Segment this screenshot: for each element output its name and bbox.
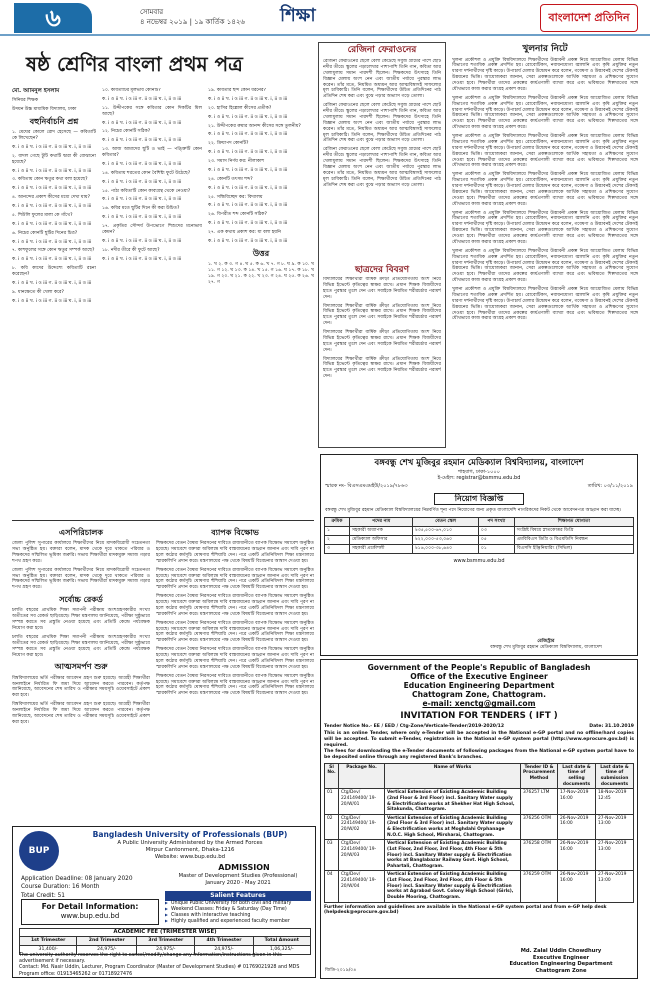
answer-options: ক. i ও ii খ. i ও iii গ. ii ও iii ঘ. i, ii ও iii: [12, 204, 92, 210]
question: ৮. কবি কাদের উদ্দেশ্যে কবিতাটি রচনা করেছেন?: [12, 266, 96, 278]
feature-title: রেজিনা ফেরাওনের: [347, 45, 417, 55]
table-cell: 376258 OTM: [520, 840, 557, 871]
story-paragraph: শিক্ষকদের বেতন বৈষম্য নিরসনের দাবিতে রাজধানীতে ব্যাপক বিক্ষোভ সমাবেশ অনুষ্ঠিত হয়েছে। সমাবেশে বক্তারা অবিলম্বে দাবি বাস্তবায়নের আহ্বান জানান এবং দাবি পূরণ না হলে কঠোর কর্মসূচি ঘোষণার হুঁশিয়ারি দেন। পরে একটি প্রতিনিধিদল শিক্ষা মন্ত্রণালয়ে স্মারকলিপি প্রদান করে। মন্ত্রণালয়ের পক্ষ থেকে বিষয়টি বিবেচনার আশ্বাস দেওয়া হয়।: [156, 620, 314, 644]
recruitment-notice: [320, 454, 638, 656]
question: ২৭. এক কথায় প্রকাশ কর: যা বলা হয়নি: [208, 230, 282, 235]
question: ২৫. সন্ধিবিচ্ছেদ কর: বিদ্যালয়: [208, 194, 263, 200]
table-row: [325, 535, 634, 544]
tender-zone-line: Chattogram Zone, Chattogram.: [412, 690, 546, 700]
table-cell: 31,400/-: [20, 945, 77, 954]
question: ১১. উদ্দীপকের সঙ্গে কবিতার কোন দিকটির মিল আছে?: [102, 105, 202, 117]
feature-box: [318, 42, 446, 448]
lesson-column-1: [12, 88, 96, 516]
middle-story: [156, 524, 314, 822]
table-header: শিক্ষাগত যোগ্যতা: [514, 518, 633, 527]
admission-label: ADMISSION: [218, 863, 270, 872]
story-paragraph: জেলা পুলিশ সুপারের কার্যালয়ে শিক্ষার্থীদের নিয়ে মাদকবিরোধী সচেতনতা সভা অনুষ্ঠিত হয়। বক্তারা বলেন, মাদক থেকে দূরে থাকতে পরিবার ও শিক্ষকদের সম্মিলিত ভূমিকা জরুরি। সভায় শিক্ষার্থীরা মাদকমুক্ত সমাজ গড়ার শপথ গ্রহণ করে।: [12, 541, 150, 564]
signer-role: Executive Engineer: [532, 954, 590, 961]
table-cell: বিএসসি ইঞ্জিনিয়ারিং (সিভিল): [514, 544, 633, 553]
bup-sub-line: A Public University Administered by the Armed Forces: [117, 840, 263, 846]
bup-contact: Contact: Md. Nasir Uddin, Lecturer, Program Coordinator (Master of Development Studies) # 01769021928 and MDS Program office: 01913465262 or 01718927476: [19, 965, 300, 977]
answer-options: ক. i ও ii খ. i ও iii গ. ii ও iii ঘ. i, ii ও iii: [208, 238, 288, 244]
notice-intro: বঙ্গবন্ধু শেখ মুজিবুর রহমান মেডিক্যাল বিশ্ববিদ্যালয়ের নিম্নবর্ণিত শূন্য পদে নিয়োগের জন্য প্রকৃত বাংলাদেশি নাগরিকদের নিকট থেকে আবেদনপত্র আহ্বান করা যাচ্ছে।: [325, 508, 622, 514]
story-paragraph: শিক্ষকদের বেতন বৈষম্য নিরসনের দাবিতে রাজধানীতে ব্যাপক বিক্ষোভ সমাবেশ অনুষ্ঠিত হয়েছে। সমাবেশে বক্তারা অবিলম্বে দাবি বাস্তবায়নের আহ্বান জানান এবং দাবি পূরণ না হলে কঠোর কর্মসূচি ঘোষণার হুঁশিয়ারি দেন। পরে একটি প্রতিনিধিদল শিক্ষা মন্ত্রণালয়ে স্মারকলিপি প্রদান করে। মন্ত্রণালয়ের পক্ষ থেকে বিষয়টি বিবেচনার আশ্বাস দেওয়া হয়।: [156, 647, 314, 670]
table-header: 4th Trimester: [195, 936, 253, 945]
tender-ref-line: [324, 724, 634, 730]
question: ৬. নিচের কোনটি ছুটির দিনের চিত্র?: [12, 230, 78, 236]
section-title: শিক্ষা: [280, 5, 316, 26]
table-cell: 26-Nov-2019 16:00: [558, 840, 596, 871]
story-paragraph: শিক্ষকদের বেতন বৈষম্য নিরসনের দাবিতে রাজধানীতে ব্যাপক বিক্ষোভ সমাবেশ অনুষ্ঠিত হয়েছে। সমাবেশে বক্তারা অবিলম্বে দাবি বাস্তবায়নের আহ্বান জানান এবং দাবি পূরণ না হলে কঠোর কর্মসূচি ঘোষণার হুঁশিয়ারি দেন। পরে একটি প্রতিনিধিদল শিক্ষা মন্ত্রণালয়ে স্মারকলিপি প্রদান করে। মন্ত্রণালয়ের পক্ষ থেকে বিষয়টি বিবেচনার আশ্বাস দেওয়া হয়।: [156, 673, 314, 697]
salient-features: [165, 891, 311, 925]
tender-intro-2: The fees for downloading the e-Tender documents of following packages from the National e-GP system portal have to be deposited online through any registered Bank's branches.: [324, 749, 634, 760]
table-header-row: [20, 936, 311, 945]
detail-info-box: [21, 899, 159, 925]
answer-options: ক. i ও ii খ. i ও iii গ. ii ও iii ঘ. i, ii ও iii: [12, 280, 92, 286]
table-cell: ৩: [325, 544, 350, 553]
table-cell: Ctg/Dev/ 224149400/ 19-20/W/04: [339, 871, 385, 902]
answer-options: ক. i ও ii খ. i ও iii গ. ii ও iii ঘ. i, ii ও iii: [102, 197, 182, 203]
table-header: পদ সংখ্যা: [478, 518, 514, 527]
list-item: ▶ Classes with interactive teaching: [165, 913, 311, 919]
table-header: Last date & time of selling documents: [558, 763, 596, 789]
tender-table: [324, 763, 634, 903]
right-story: [452, 42, 638, 448]
feature-paragraph: বিদ্যালয়ের শিক্ষার্থীরা বার্ষিক ক্রীড়া প্রতিযোগিতায় অংশ নিয়ে বিভিন্ন ইভেন্টে কৃতিত্বের স্বাক্ষর রাখে। প্রধান শিক্ষক বিজয়ীদের হাতে পুরস্কার তুলে দেন এবং সবাইকে নিয়মিত শরীরচর্চার পরামর্শ দেন।: [323, 356, 441, 380]
question: ২৩. সমাস নির্ণয় কর: নীলাকাশ: [208, 159, 265, 164]
table-row: [325, 871, 634, 902]
table-cell: ১: [325, 527, 350, 536]
table-cell: 24,975/-: [195, 945, 253, 954]
feature-paragraph: বিদ্যালয়ের শিক্ষার্থীরা বার্ষিক ক্রীড়া প্রতিযোগিতায় অংশ নিয়ে বিভিন্ন ইভেন্টে কৃতিত্বের স্বাক্ষর রাখে। প্রধান শিক্ষক বিজয়ীদের হাতে পুরস্কার তুলে দেন এবং সবাইকে নিয়মিত শরীরচর্চার পরামর্শ দেন।: [323, 303, 441, 327]
lesson-column-3: [208, 88, 314, 516]
answer-options: ক. i ও ii খ. i ও iii গ. ii ও iii ঘ. i, ii ও iii: [208, 221, 288, 227]
notice-title: নিয়োগ বিজ্ঞপ্তি: [434, 493, 524, 505]
table-cell: ৳৩৫,৫০০-৬৭,০১০: [413, 527, 479, 536]
page-header: [0, 0, 650, 36]
table-cell: 01: [325, 789, 339, 815]
question: ১. মেঘের কোলে রোদ হেসেছে — কবিতাটি কে লিখেছেন?: [12, 130, 96, 142]
table-cell: 27-Nov-2019 13:00: [596, 814, 634, 840]
tender-footer: Further information and guidelines are available in the National e-GP system portal and from e-GP help desk (helpdesk@eprocure.gov.bd): [324, 904, 607, 916]
program-info: [163, 873, 313, 887]
answer-options: ক. i ও ii খ. i ও iii গ. ii ও iii ঘ. i, ii ও iii: [12, 257, 92, 263]
table-cell: ৳২২,০০০-৫৩,০৬০: [413, 535, 479, 544]
table-cell: 27-Nov-2019 13:00: [596, 840, 634, 871]
table-header: Total Amount: [253, 936, 310, 945]
question: ১২. নিচের কোনটি সঠিক?: [102, 129, 151, 135]
feature-subtitle: ছাত্রদের বিবরণ: [354, 265, 410, 275]
question: ২. বাদল গেছে টুটি কথাটি দ্বারা কী বোঝানো হয়েছে?: [12, 153, 96, 165]
table-cell: Vertical Extension of Existing Academic Building (1st Floor, 2nd Floor, 3rd Floor, 4th Floor & 5th Floor) incl. Sanitary Water supply & Electrification works at Agrabad Govt. Colony High School (Girls), Double Mooring, Chattogram.: [385, 871, 521, 902]
right-story-paragraph: খুলনা প্রকৌশল ও প্রযুক্তি বিশ্ববিদ্যালয়ে শিক্ষার্থীদের উদ্ভাবনী প্রকল্প নিয়ে আয়োজিত মেলায় বিভিন্ন বিভাগের শতাধিক প্রকল্প প্রদর্শিত হয়। রোবোটিকস, নবায়নযোগ্য জ্বালানি এবং কৃষি প্রযুক্তির নতুন ধারণা দর্শনার্থীদের দৃষ্টি কাড়ে। উপাচার্য মেলার উদ্বোধন করে বলেন, গবেষণা ও উদ্ভাবনই দেশের টেকসই উন্নয়নের ভিত্তি। আয়োজকরা জানান, সেরা প্রকল্পগুলোকে আর্থিক সহায়তা ও প্রশিক্ষণের সুযোগ দেওয়া হবে। শিক্ষার্থীরা তাদের প্রকল্পের কার্যপ্রণালী ব্যাখ্যা করে এবং ভবিষ্যতে শিল্পখাতের সঙ্গে যৌথভাবে কাজ করার আগ্রহ প্রকাশ করে।: [452, 172, 638, 207]
feature-paragraph: বিদ্যালয়ের শিক্ষার্থীরা বার্ষিক ক্রীড়া প্রতিযোগিতায় অংশ নিয়ে বিভিন্ন ইভেন্টে কৃতিত্বের স্বাক্ষর রাখে। প্রধান শিক্ষক বিজয়ীদের হাতে পুরস্কার তুলে দেন এবং সবাইকে নিয়মিত শরীরচর্চার পরামর্শ দেন।: [323, 277, 441, 300]
story-title: এসপিরিচালক: [59, 528, 103, 537]
answer-key-heading: উত্তর: [252, 248, 270, 258]
table-cell: এমবিবিএস ডিগ্রি ও বিএমডিসি নিবন্ধন: [514, 535, 633, 544]
answer-options: ক. i ও ii খ. i ও iii গ. ii ও iii ঘ. i, ii ও iii: [12, 168, 92, 174]
answer-options: ক. i ও ii খ. i ও iii গ. ii ও iii ঘ. i, ii ও iii: [12, 221, 92, 227]
tender-date: Date: 31.10.2019: [589, 723, 634, 729]
answer-options: ক. i ও ii খ. i ও iii গ. ii ও iii ঘ. i, ii ও iii: [208, 150, 288, 156]
table-cell: ২: [325, 535, 350, 544]
table-cell: সহকারী অধ্যাপক: [349, 527, 412, 536]
answer-options: ক. i ও ii খ. i ও iii গ. ii ও iii ঘ. i, ii ও iii: [208, 114, 288, 120]
feature-body: [323, 59, 441, 259]
answer-options: ক. i ও ii খ. i ও iii গ. ii ও iii ঘ. i, ii ও iii: [102, 138, 182, 144]
table-header: 3rd Trimester: [137, 936, 195, 945]
gd-number: জিডি-২০১৯/০৪: [325, 968, 357, 974]
story-paragraph: চলতি বছরের প্রাথমিক শিক্ষা সমাপনী পরীক্ষায় অংশগ্রহণকারীর সংখ্যা অতীতের সব রেকর্ড ছাড়িয়েছে। শিক্ষা মন্ত্রণালয় জানিয়েছে, পরীক্ষা সুষ্ঠুভাবে সম্পন্ন করতে সব প্রস্তুতি নেওয়া হয়েছে এবং প্রতিটি কেন্দ্রে পর্যবেক্ষক নিয়োগ করা হবে।: [12, 634, 150, 658]
fee-table: [19, 936, 311, 955]
tender-notice: [320, 659, 638, 979]
bup-name: Bangladesh University of Professionals (BUP): [92, 830, 288, 839]
program-session: January 2020 - May 2021: [205, 879, 271, 886]
mcq-heading: বহুনির্বাচনি প্রশ্ন: [29, 116, 79, 126]
table-header: বেতন স্কেল: [413, 518, 479, 527]
question: ১৭. প্রকৃতির সৌন্দর্য উপভোগে শিশুদের মনোভাব কেমন?: [102, 224, 202, 235]
notice-signature: [461, 639, 631, 651]
answer-options: ক. i ও ii খ. i ও iii গ. ii ও iii ঘ. i, ii ও iii: [102, 256, 182, 262]
salient-title: Salient Features: [165, 891, 311, 901]
notice-org: বঙ্গবন্ধু শেখ মুজিবুর রহমান মেডিক্যাল বিশ্ববিদ্যালয়, বাংলাদেশ: [374, 458, 584, 468]
table-header: 2nd Trimester: [77, 936, 137, 945]
answer-options: ক. i ও ii খ. i ও iii গ. ii ও iii ঘ. i, ii ও iii: [102, 179, 182, 185]
table-cell: 04: [325, 871, 339, 902]
answer-options: ক. i ও ii খ. i ও iii গ. ii ও iii ঘ. i, ii ও iii: [208, 167, 288, 173]
table-header: পদের নাম: [349, 518, 412, 527]
answer-options: ক. i ও ii খ. i ও iii গ. ii ও iii ঘ. i, ii ও iii: [102, 215, 182, 221]
answer-key: ১. খ ২. ক ৩. গ ৪. ঘ ৫. ক ৬. খ ৭. গ ৮. ঘ ৯. ক ১০. খ ১১. গ ১২. ঘ ১৩. ক ১৪. খ ১৫. গ ১৬. ঘ ১৭. ক ১৮. খ ১৯. গ ২০. ঘ ২১. ক ২২. খ ২৩. গ ২৪. ঘ ২৫. ক ২৬. খ ২৭. গ: [208, 261, 314, 285]
answer-options: ক. i ও ii খ. i ও iii গ. ii ও iii ঘ. i, ii ও iii: [102, 120, 182, 126]
story-title: সর্বোচ্চ রেকর্ড: [59, 595, 103, 605]
signer-name: Md. Zalal Uddin Chowdhury: [520, 948, 602, 954]
feature-paragraph: রেজিনা ফেরাওনের ছেলে বেলা কেটেছে সবুজ গ্রামের পাশে ছোট নদীর তীরে। স্কুলের পড়ালেখার পাশাপাশি তিনি গান, কবিতা আর খেলাধুলায় সমান পারদর্শী ছিলেন। শিক্ষকদের উৎসাহে তিনি বিজ্ঞান মেলায় অংশ নেন এবং জাতীয় পর্যায়ে পুরস্কার লাভ করেন। তাঁর মতে, নিয়মিত অধ্যয়ন আর আত্মবিশ্বাসই সাফল্যের মূল চাবিকাঠি। তিনি বলেন, শিক্ষার্থীদের উচিত প্রতিদিনের পাঠ প্রতিদিন শেষ করা এবং বুঝে পড়ার অভ্যাস গড়ে তোলা।: [323, 147, 441, 188]
bup-admission-ad: [12, 826, 316, 978]
feature-body-2: [323, 277, 441, 445]
table-cell: 24,975/-: [77, 945, 137, 954]
table-cell: সহকারী প্রকৌশলী: [349, 544, 412, 553]
table-cell: ০১: [478, 544, 514, 553]
answer-options: ক. i ও ii খ. i ও iii গ. ii ও iii ঘ. i, ii ও iii: [12, 186, 92, 192]
table-cell: 27-Nov-2019 13:00: [596, 871, 634, 902]
list-item: ▶ Highly qualified and experienced faculty member: [165, 919, 311, 925]
answer-options: ক. i ও ii খ. i ও iii গ. ii ও iii ঘ. i, ii ও iii: [12, 144, 92, 150]
question: ৫. শিউলি ফুলের মালা কে গাঁথে?: [12, 212, 73, 218]
table-cell: সংশ্লিষ্ট বিষয়ে স্নাতকোত্তর ডিগ্রি: [514, 527, 633, 536]
signer-dept: Education Engineering Department: [509, 961, 613, 967]
right-story-paragraph: খুলনা প্রকৌশল ও প্রযুক্তি বিশ্ববিদ্যালয়ে শিক্ষার্থীদের উদ্ভাবনী প্রকল্প নিয়ে আয়োজিত মেলায় বিভিন্ন বিভাগের শতাধিক প্রকল্প প্রদর্শিত হয়। রোবোটিকস, নবায়নযোগ্য জ্বালানি এবং কৃষি প্রযুক্তির নতুন ধারণা দর্শনার্থীদের দৃষ্টি কাড়ে। উপাচার্য মেলার উদ্বোধন করে বলেন, গবেষণা ও উদ্ভাবনই দেশের টেকসই উন্নয়নের ভিত্তি। আয়োজকরা জানান, সেরা প্রকল্পগুলোকে আর্থিক সহায়তা ও প্রশিক্ষণের সুযোগ দেওয়া হবে। শিক্ষার্থীরা তাদের প্রকল্পের কার্যপ্রণালী ব্যাখ্যা করে এবং ভবিষ্যতে শিল্পখাতের সঙ্গে যৌথভাবে কাজ করার আগ্রহ প্রকাশ করে।: [452, 95, 638, 131]
answer-options: ক. i ও ii খ. i ও iii গ. ii ও iii ঘ. i, ii ও iii: [102, 238, 182, 244]
issue-day: সোমবার: [140, 8, 164, 16]
bup-website[interactable]: Website: www.bup.edu.bd: [154, 854, 226, 861]
detail-label: For Detail Information:: [41, 902, 139, 911]
table-cell: Ctg/Dev/ 224149400/ 19-20/W/01: [339, 789, 385, 815]
table-cell: ০৩: [478, 527, 514, 536]
question: ৭. কাশফুলের সঙ্গে কোন ঋতুর সম্পর্ক আছে?: [12, 248, 95, 254]
course-duration: Course Duration: 16 Month: [21, 884, 100, 891]
page-number: ৬: [14, 3, 92, 33]
divider: [12, 520, 314, 521]
table-header: Sl No.: [325, 763, 339, 789]
table-row: [325, 840, 634, 871]
right-story-paragraph: খুলনা প্রকৌশল ও প্রযুক্তি বিশ্ববিদ্যালয়ে শিক্ষার্থীদের উদ্ভাবনী প্রকল্প নিয়ে আয়োজিত মেলায় বিভিন্ন বিভাগের শতাধিক প্রকল্প প্রদর্শিত হয়। রোবোটিকস, নবায়নযোগ্য জ্বালানি এবং কৃষি প্রযুক্তির নতুন ধারণা দর্শনার্থীদের দৃষ্টি কাড়ে। উপাচার্য মেলার উদ্বোধন করে বলেন, গবেষণা ও উদ্ভাবনই দেশের টেকসই উন্নয়নের ভিত্তি। আয়োজকরা জানান, সেরা প্রকল্পগুলোকে আর্থিক সহায়তা ও প্রশিক্ষণের সুযোগ দেওয়া হবে। শিক্ষার্থীরা তাদের প্রকল্পের কার্যপ্রণালী ব্যাখ্যা করে এবং ভবিষ্যতে শিল্পখাতের সঙ্গে যৌথভাবে কাজ করার আগ্রহ প্রকাশ করে।: [452, 57, 638, 92]
table-cell: 1,06,325/-: [253, 945, 310, 954]
story-paragraph: বিশ্ববিদ্যালয়ের ভর্তি পরীক্ষার আবেদন গ্রহণ শুরু হয়েছে। আগ্রহী শিক্ষার্থীরা অনলাইনে নির্ধারিত ফি জমা দিয়ে আবেদন করতে পারবেন। কর্তৃপক্ষ জানিয়েছে, আবেদনের শেষ তারিখ ও পরীক্ষার সময়সূচি ওয়েবসাইটে প্রকাশ করা হবে।: [12, 675, 150, 699]
tender-ref: Tender Notice No.- EE / EED / Ctg-Zone/Verticale-Tender/2019-2020/12: [324, 723, 505, 729]
question: ১০. কবিতাটির মূলভাব কোনটি?: [102, 88, 161, 93]
story-paragraph: শিক্ষকদের বেতন বৈষম্য নিরসনের দাবিতে রাজধানীতে ব্যাপক বিক্ষোভ সমাবেশ অনুষ্ঠিত হয়েছে। সমাবেশে বক্তারা অবিলম্বে দাবি বাস্তবায়নের আহ্বান জানান এবং দাবি পূরণ না হলে কঠোর কর্মসূচি ঘোষণার হুঁশিয়ারি দেন। পরে একটি প্রতিনিধিদল শিক্ষা মন্ত্রণালয়ে স্মারকলিপি প্রদান করে। মন্ত্রণালয়ের পক্ষ থেকে বিষয়টি বিবেচনার আশ্বাস দেওয়া হয়।: [156, 594, 314, 617]
table-cell: 26-Nov-2019 16:00: [558, 871, 596, 902]
question: ১৬. কবির মতে ছুটির দিনে কী করা উচিত?: [102, 206, 180, 212]
answer-options: ক. i ও ii খ. i ও iii গ. ii ও iii ঘ. i, ii ও iii: [208, 185, 288, 191]
table-header: Name of Works: [385, 763, 521, 789]
answer-options: ক. i ও ii খ. i ও iii গ. ii ও iii ঘ. i, ii ও iii: [102, 161, 182, 167]
table-header: 1st Trimester: [20, 936, 77, 945]
table-header: ক্রমিক: [325, 518, 350, 527]
table-row: [325, 814, 634, 840]
story-paragraph: জেলা পুলিশ সুপারের কার্যালয়ে শিক্ষার্থীদের নিয়ে মাদকবিরোধী সচেতনতা সভা অনুষ্ঠিত হয়। বক্তারা বলেন, মাদক থেকে দূরে থাকতে পরিবার ও শিক্ষকদের সম্মিলিত ভূমিকা জরুরি। সভায় শিক্ষার্থীরা মাদকমুক্ত সমাজ গড়ার শপথ গ্রহণ করে।: [12, 567, 150, 591]
story-title: ব্যাপক বিক্ষোভ: [211, 528, 259, 537]
table-cell: 26-Nov-2019 16:00: [558, 814, 596, 840]
table-cell: Vertical Extension of Existing Academic Building (1st Floor, 2nd Floor, 3rd Floor, 4th Floor & 5th Floor) incl. Sanitary Water supply & Electrification works at Banglabazar Railway Govt. High School, Pahartali, Chattogram.: [385, 840, 521, 871]
table-cell: 17-Nov-2019 16:00: [558, 789, 596, 815]
question: ১৮. নদীর তীরে কী ফুটে আছে?: [102, 247, 160, 253]
bup-seal-logo: BUP: [19, 831, 59, 871]
table-row: [325, 527, 634, 536]
question: ৪. আনন্দের প্রকাশ কীসের মধ্যে দেখা যায়?: [12, 195, 91, 201]
author-name: মো. আমিনুল ইসলাম: [12, 88, 60, 94]
question: ২২. ক্রিয়াপদ কোনটি?: [208, 141, 249, 147]
tender-gov-line: Government of the People's Republic of Bangladesh: [367, 663, 591, 672]
question: ১৫. পাঠ্য কবিতাটি কোন কাব্যগ্রন্থ থেকে নেওয়া?: [102, 188, 191, 194]
story-paragraph: বিশ্ববিদ্যালয়ের ভর্তি পরীক্ষার আবেদন গ্রহণ শুরু হয়েছে। আগ্রহী শিক্ষার্থীরা অনলাইনে নির্ধারিত ফি জমা দিয়ে আবেদন করতে পারবেন। কর্তৃপক্ষ জানিয়েছে, আবেদনের শেষ তারিখ ও পরীক্ষার সময়সূচি ওয়েবসাইটে প্রকাশ করা হবে।: [12, 702, 150, 725]
story-paragraph: চলতি বছরের প্রাথমিক শিক্ষা সমাপনী পরীক্ষায় অংশগ্রহণকারীর সংখ্যা অতীতের সব রেকর্ড ছাড়িয়েছে। শিক্ষা মন্ত্রণালয় জানিয়েছে, পরীক্ষা সুষ্ঠুভাবে সম্পন্ন করতে সব প্রস্তুতি নেওয়া হয়েছে এবং প্রতিটি কেন্দ্রে পর্যবেক্ষক নিয়োগ করা হবে।: [12, 608, 150, 632]
notice-table: [324, 517, 634, 554]
table-cell: 03: [325, 840, 339, 871]
table-header-row: [325, 518, 634, 527]
notice-ref-date: তারিখ: ০৩/১১/২০১৯: [587, 482, 633, 489]
bottom-left-stories: [12, 524, 150, 822]
table-header-row: [325, 763, 634, 789]
list-item: ▶ Weekend Classes: Friday & Saturday (Day Time): [165, 907, 311, 913]
notice-ref: স্মারক নং- বিএসএমএমইউ/২০১৯/৭৮৬৩: [325, 482, 408, 489]
question: ২১. উদ্দীপকের রুমার আনন্দ কীসের সঙ্গে তুলনীয়?: [208, 123, 301, 129]
table-cell: 02: [325, 814, 339, 840]
tender-intro: This is an online Tender, where only e-Tender will be accepted in the National e-GP portal and no offline/hard copies will be accepted. To submit e-Tender, registration in the National e-GP system portal (http://www.eprocure.gov.bd) is required.: [324, 731, 634, 749]
question: ২৪. কোনটি তৎসম শব্দ?: [208, 176, 253, 182]
answer-options: ক. i ও ii খ. i ও iii গ. ii ও iii ঘ. i, ii ও iii: [208, 132, 288, 138]
bup-footer: [19, 953, 311, 978]
table-cell: 18-Nov-2019 12:45: [596, 789, 634, 815]
question: ২৬. বিপরীত শব্দ কোনটি সঠিক?: [208, 212, 267, 218]
answer-options: ক. i ও ii খ. i ও iii গ. ii ও iii ঘ. i, ii ও iii: [102, 96, 182, 102]
table-cell: 376257 LTM: [520, 789, 557, 815]
table-cell: Vertical Extension of Existing Academic Building (2nd Floor & 3rd Floor) incl. Sanitary Water supply & Electrification works at Moghdahi Orphanage N.O.C. High School, Mirsharai, Chattogram.: [385, 814, 521, 840]
question: ২০. হাসির হিল্লোল কীসের প্রতীক?: [208, 105, 272, 111]
answer-options: ক. i ও ii খ. i ও iii গ. ii ও iii ঘ. i, ii ও iii: [208, 203, 288, 209]
academic-fee: [19, 928, 311, 955]
notice-address: শাহবাগ, ঢাকা-১০০০: [458, 468, 500, 475]
newspaper-logo: বাংলাদেশ প্রতিদিন: [540, 4, 638, 32]
table-cell: 24,975/-: [137, 945, 195, 954]
notice-email: ই-মেইল: registrar@bsmmu.edu.bd: [437, 475, 521, 482]
table-header: Last date & time of submission documents: [596, 763, 634, 789]
question: ১৯. কবিতার ছন্দ কোন ধরনের?: [208, 88, 266, 93]
issue-full-date: ৪ নভেম্বর ২০১৯ | ১৯ কার্তিক ১৪২৬: [140, 17, 245, 26]
author-role: সিনিয়র শিক্ষক: [12, 98, 39, 104]
tender-signature: [491, 948, 631, 974]
story-title: আত্মসমর্পণ শুরু: [54, 662, 108, 672]
bup-subtitle: [67, 840, 313, 861]
story-paragraph: শিক্ষকদের বেতন বৈষম্য নিরসনের দাবিতে রাজধানীতে ব্যাপক বিক্ষোভ সমাবেশ অনুষ্ঠিত হয়েছে। সমাবেশে বক্তারা অবিলম্বে দাবি বাস্তবায়নের আহ্বান জানান এবং দাবি পূরণ না হলে কঠোর কর্মসূচি ঘোষণার হুঁশিয়ারি দেন। পরে একটি প্রতিনিধিদল শিক্ষা মন্ত্রণালয়ে স্মারকলিপি প্রদান করে। মন্ত্রণালয়ের পক্ষ থেকে বিষয়টি বিবেচনার আশ্বাস দেওয়া হয়।: [156, 541, 314, 564]
tender-email[interactable]: e-mail: xenctg@gmail.com: [422, 699, 536, 709]
answer-options: ক. i ও ii খ. i ও iii গ. ii ও iii ঘ. i, ii ও iii: [12, 239, 92, 245]
table-row: [325, 789, 634, 815]
tender-office-line: Office of the Executive Engineer: [410, 672, 548, 682]
table-cell: ০৫: [478, 535, 514, 544]
program-name: Master of Development Studies (Professional): [178, 873, 298, 879]
issue-date: [140, 8, 245, 28]
lesson-headline: ষষ্ঠ শ্রেণির বাংলা প্রথম পত্র: [26, 52, 243, 76]
feature-paragraph: রেজিনা ফেরাওনের ছেলে বেলা কেটেছে সবুজ গ্রামের পাশে ছোট নদীর তীরে। স্কুলের পড়ালেখার পাশাপাশি তিনি গান, কবিতা আর খেলাধুলায় সমান পারদর্শী ছিলেন। শিক্ষকদের উৎসাহে তিনি বিজ্ঞান মেলায় অংশ নেন এবং জাতীয় পর্যায়ে পুরস্কার লাভ করেন। তাঁর মতে, নিয়মিত অধ্যয়ন আর আত্মবিশ্বাসই সাফল্যের মূল চাবিকাঠি। তিনি বলেন, শিক্ষার্থীদের উচিত প্রতিদিনের পাঠ প্রতিদিন শেষ করা এবং বুঝে পড়ার অভ্যাস গড়ে তোলা।: [323, 59, 441, 100]
total-credit: Total Credit: 51: [21, 892, 65, 899]
table-header: Tender ID & Procurement Method: [520, 763, 557, 789]
right-story-paragraph: খুলনা প্রকৌশল ও প্রযুক্তি বিশ্ববিদ্যালয়ে শিক্ষার্থীদের উদ্ভাবনী প্রকল্প নিয়ে আয়োজিত মেলায় বিভিন্ন বিভাগের শতাধিক প্রকল্প প্রদর্শিত হয়। রোবোটিকস, নবায়নযোগ্য জ্বালানি এবং কৃষি প্রযুক্তির নতুন ধারণা দর্শনার্থীদের দৃষ্টি কাড়ে। উপাচার্য মেলার উদ্বোধন করে বলেন, গবেষণা ও উদ্ভাবনই দেশের টেকসই উন্নয়নের ভিত্তি। আয়োজকরা জানান, সেরা প্রকল্পগুলোকে আর্থিক সহায়তা ও প্রশিক্ষণের সুযোগ দেওয়া হবে। শিক্ষার্থীরা তাদের প্রকল্পের কার্যপ্রণালী ব্যাখ্যা করে এবং ভবিষ্যতে শিল্পখাতের সঙ্গে যৌথভাবে কাজ করার আগ্রহ প্রকাশ করে।: [452, 134, 638, 169]
answer-options: ক. i ও ii খ. i ও iii গ. ii ও iii ঘ. i, ii ও iii: [12, 298, 92, 304]
answer-options: ক. i ও ii খ. i ও iii গ. ii ও iii ঘ. i, ii ও iii: [208, 96, 288, 102]
detail-url[interactable]: www.bup.edu.bd: [60, 911, 120, 920]
table-cell: 376256 OTM: [520, 814, 557, 840]
bup-disclaimer: The university authority reserves the right to cancel/modify/change any information/instructions given in this advertisement if necessary.: [19, 953, 282, 965]
question: ৯. ধানক্ষেতে কী খেলা করে?: [12, 289, 64, 295]
table-row: [325, 544, 634, 553]
notice-website[interactable]: www.bsmmu.edu.bd: [453, 557, 505, 564]
table-header: Package No.: [339, 763, 385, 789]
signature-org: বঙ্গবন্ধু শেখ মুজিবুর রহমান মেডিক্যাল বিশ্ববিদ্যালয়, বাংলাদেশ: [490, 645, 602, 651]
fee-title: ACADEMIC FEE (TRIMESTER WISE): [19, 928, 311, 936]
signature-title: রেজিস্ট্রার: [537, 639, 555, 645]
tender-dept-line: Education Engineering Department: [403, 681, 555, 691]
signer-zone: Chattogram Zone: [535, 967, 587, 974]
lesson-column-2: [102, 88, 202, 516]
table-cell: মেডিক্যাল অফিসার: [349, 535, 412, 544]
table-cell: Vertical Extension of Existing Academic Building (2nd Floor & 3rd Floor) incl. Sanitary Water supply & Electrification works at Shekher Hat High School, Sitakunda, Chattogram.: [385, 789, 521, 815]
story-paragraph: শিক্ষকদের বেতন বৈষম্য নিরসনের দাবিতে রাজধানীতে ব্যাপক বিক্ষোভ সমাবেশ অনুষ্ঠিত হয়েছে। সমাবেশে বক্তারা অবিলম্বে দাবি বাস্তবায়নের আহ্বান জানান এবং দাবি পূরণ না হলে কঠোর কর্মসূচি ঘোষণার হুঁশিয়ারি দেন। পরে একটি প্রতিনিধিদল শিক্ষা মন্ত্রণালয়ে স্মারকলিপি প্রদান করে। মন্ত্রণালয়ের পক্ষ থেকে বিষয়টি বিবেচনার আশ্বাস দেওয়া হয়।: [156, 567, 314, 591]
table-cell: 376259 OTM: [520, 871, 557, 902]
bup-sub-line: Mirpur Cantonment, Dhaka-1216: [145, 847, 235, 854]
question: ৩. কবিতায় কোন ঋতুর কথা বলা হয়েছে?: [12, 177, 88, 183]
question: ১৪. কবিতায় শরতের কোন বৈশিষ্ট্য ফুটে উঠেছে?: [102, 170, 191, 176]
application-info: [21, 875, 161, 900]
list-item: ▶ Unique Public University for both civil and military: [165, 901, 311, 907]
right-story-paragraph: খুলনা প্রকৌশল ও প্রযুক্তি বিশ্ববিদ্যালয়ে শিক্ষার্থীদের উদ্ভাবনী প্রকল্প নিয়ে আয়োজিত মেলায় বিভিন্ন বিভাগের শতাধিক প্রকল্প প্রদর্শিত হয়। রোবোটিকস, নবায়নযোগ্য জ্বালানি এবং কৃষি প্রযুক্তির নতুন ধারণা দর্শনার্থীদের দৃষ্টি কাড়ে। উপাচার্য মেলার উদ্বোধন করে বলেন, গবেষণা ও উদ্ভাবনই দেশের টেকসই উন্নয়নের ভিত্তি। আয়োজকরা জানান, সেরা প্রকল্পগুলোকে আর্থিক সহায়তা ও প্রশিক্ষণের সুযোগ দেওয়া হবে। শিক্ষার্থীরা তাদের প্রকল্পের কার্যপ্রণালী ব্যাখ্যা করে এবং ভবিষ্যতে শিল্পখাতের সঙ্গে যৌথভাবে কাজ করার আগ্রহ প্রকাশ করে।: [452, 248, 638, 284]
tender-title: INVITATION FOR TENDERS ( IFT ): [400, 710, 558, 721]
table-cell: Ctg/Dev/ 224149400/ 19-20/W/02: [339, 814, 385, 840]
right-story-paragraph: খুলনা প্রকৌশল ও প্রযুক্তি বিশ্ববিদ্যালয়ে শিক্ষার্থীদের উদ্ভাবনী প্রকল্প নিয়ে আয়োজিত মেলায় বিভিন্ন বিভাগের শতাধিক প্রকল্প প্রদর্শিত হয়। রোবোটিকস, নবায়নযোগ্য জ্বালানি এবং কৃষি প্রযুক্তির নতুন ধারণা দর্শনার্থীদের দৃষ্টি কাড়ে। উপাচার্য মেলার উদ্বোধন করে বলেন, গবেষণা ও উদ্ভাবনই দেশের টেকসই উন্নয়নের ভিত্তি। আয়োজকরা জানান, সেরা প্রকল্পগুলোকে আর্থিক সহায়তা ও প্রশিক্ষণের সুযোগ দেওয়া হবে। শিক্ষার্থীরা তাদের প্রকল্পের কার্যপ্রণালী ব্যাখ্যা করে এবং ভবিষ্যতে শিল্পখাতের সঙ্গে যৌথভাবে কাজ করার আগ্রহ প্রকাশ করে।: [452, 287, 638, 322]
table-cell: ৳১৬,০০০-৩৮,৬৪০: [413, 544, 479, 553]
application-deadline: Application Deadline: 08 January 2020: [21, 876, 133, 882]
feature-paragraph: বিদ্যালয়ের শিক্ষার্থীরা বার্ষিক ক্রীড়া প্রতিযোগিতায় অংশ নিয়ে বিভিন্ন ইভেন্টে কৃতিত্বের স্বাক্ষর রাখে। প্রধান শিক্ষক বিজয়ীদের হাতে পুরস্কার তুলে দেন এবং সবাইকে নিয়মিত শরীরচর্চার পরামর্শ দেন।: [323, 330, 441, 353]
notice-ref-line: [321, 482, 637, 490]
right-story-title: খুলনার নিটে: [522, 44, 568, 54]
right-story-paragraph: খুলনা প্রকৌশল ও প্রযুক্তি বিশ্ববিদ্যালয়ে শিক্ষার্থীদের উদ্ভাবনী প্রকল্প নিয়ে আয়োজিত মেলায় বিভিন্ন বিভাগের শতাধিক প্রকল্প প্রদর্শিত হয়। রোবোটিকস, নবায়নযোগ্য জ্বালানি এবং কৃষি প্রযুক্তির নতুন ধারণা দর্শনার্থীদের দৃষ্টি কাড়ে। উপাচার্য মেলার উদ্বোধন করে বলেন, গবেষণা ও উদ্ভাবনই দেশের টেকসই উন্নয়নের ভিত্তি। আয়োজকরা জানান, সেরা প্রকল্পগুলোকে আর্থিক সহায়তা ও প্রশিক্ষণের সুযোগ দেওয়া হবে। শিক্ষার্থীরা তাদের প্রকল্পের কার্যপ্রণালী ব্যাখ্যা করে এবং ভবিষ্যতে শিল্পখাতের সঙ্গে যৌথভাবে কাজ করার আগ্রহ প্রকাশ করে।: [452, 210, 638, 245]
table-cell: Ctg/Dev/ 224149400/ 19-20/W/03: [339, 840, 385, 871]
feature-paragraph: রেজিনা ফেরাওনের ছেলে বেলা কেটেছে সবুজ গ্রামের পাশে ছোট নদীর তীরে। স্কুলের পড়ালেখার পাশাপাশি তিনি গান, কবিতা আর খেলাধুলায় সমান পারদর্শী ছিলেন। শিক্ষকদের উৎসাহে তিনি বিজ্ঞান মেলায় অংশ নেন এবং জাতীয় পর্যায়ে পুরস্কার লাভ করেন। তাঁর মতে, নিয়মিত অধ্যয়ন আর আত্মবিশ্বাসই সাফল্যের মূল চাবিকাঠি। তিনি বলেন, শিক্ষার্থীদের উচিত প্রতিদিনের পাঠ প্রতিদিন শেষ করা এবং বুঝে পড়ার অভ্যাস গড়ে তোলা।: [323, 103, 441, 144]
question: ১৩. আজ আমাদের ছুটি ও ভাই — পঙ্ক্তিটি কোন কবিতার?: [102, 147, 202, 158]
author-school: উদয়ন উচ্চ মাধ্যমিক বিদ্যালয়, ঢাকা: [12, 107, 77, 113]
